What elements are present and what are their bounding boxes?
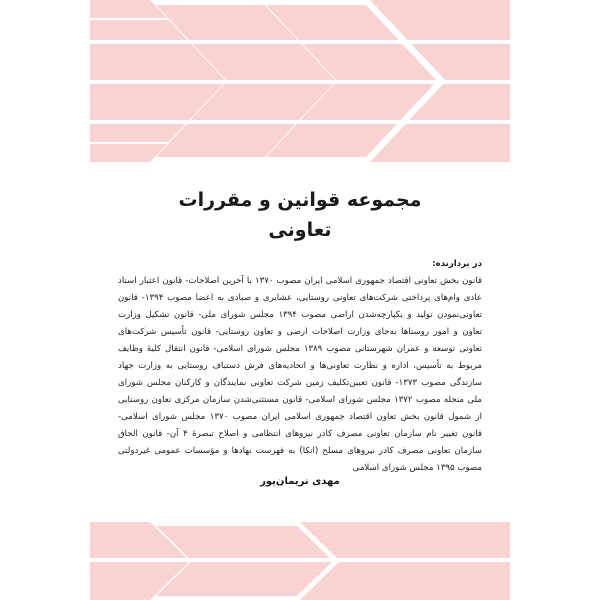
book-cover (90, 0, 510, 600)
chevron-pattern-top (90, 0, 510, 162)
book-title-line-1: مجموعه قوانین و مقررات (178, 189, 422, 211)
contents-body: قانون بخش تعاونی اقتصاد جمهوری اسلامی ایران مصوب ۱۳۷۰ با آخرین اصلاحات- قانون اعتبار اسناد عادی وام‌های پرداختی شرکت‌های تعاونی روستایی، عشایری و صیادی به اعضا مصوب ۱۳۹۴- قانون تعاونی‌نمودن تولید و یکپارچه‌شدن اراضی مصوب ۱۳۹۴ مجلس شورای ملی- قانون تشکیل وزارت تعاون و امور روستاها به‌جای وزارت اصلاحات ارضی و تعاون روستایی- قانون تأسیس شرکت‌های تعاونی توسعه و عمران شهرستانی مصوب ۱۳۸۹ مجلس شورای اسلامی- قانون انتقال کلیهٔ وظایف مربوط به تأسیس، اداره و نظارت تعاونی‌ها و اتحادیه‌های فرش دستباف روستایی به وزارت جهاد سازندگی مصوب ۱۳۷۳- قانون تعیین‌تکلیف زمین شرکت تعاونی نمایندگان و کارکنان مجلس شورای ملی منحله مصوب ۱۳۷۲ مجلس شورای اسلامی- قانون مستثنی‌شدن سازمان مرکزی تعاون روستایی از شمول قانون بخش تعاون اقتصاد جمهوری اسلامی ایران مصوب ۱۳۷۰ مجلس شورای اسلامی- قانون تغییر نام سازمان تعاونی مصرف کادر نیروهای انتظامی و اصلاح تبصرهٔ ۴ آن- قانون الحاق سازمان تعاونی مصرف کادر نیروهای مسلح (اتکا) به فهرست نهادها و مؤسسات عمومی غیردولتی مصوب ۱۳۹۵ مجلس شورای اسلامی (118, 276, 483, 473)
contents-heading: در بردارنده: (432, 259, 482, 269)
chevron-pattern-bottom (90, 522, 510, 600)
horizontal-stripe (90, 558, 510, 562)
author-name: مهدی نریمان‌پور (260, 476, 340, 487)
cover-top-chevron-band (90, 0, 510, 162)
cover-bottom-chevron-band (90, 522, 510, 600)
horizontal-stripe (90, 120, 510, 124)
horizontal-stripe (90, 80, 510, 84)
book-title-line-2: تعاونی (268, 219, 332, 241)
horizontal-stripe (90, 40, 510, 44)
title-block (90, 185, 510, 245)
contents-section (118, 256, 482, 477)
